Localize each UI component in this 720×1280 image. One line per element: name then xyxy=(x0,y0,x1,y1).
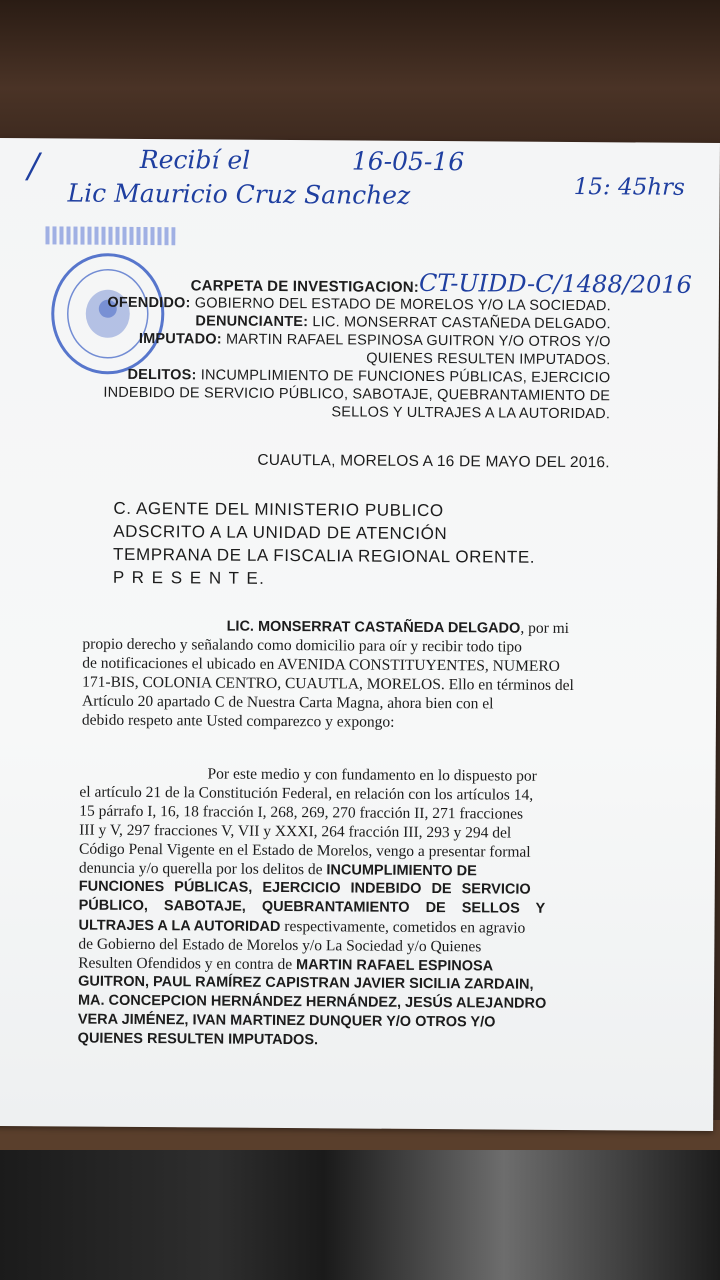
p2-line-4: III y V, 297 fracciones V, VII y XXXI, 264 fracción III, 293 y 294 del xyxy=(79,821,512,842)
p2-line-1: Por este medio y con fundamento en lo dispuesto por xyxy=(207,765,537,785)
denunciante-line: DENUNCIANTE: LIC. MONSERRAT CASTAÑEDA DELGADO. xyxy=(195,313,611,333)
official-seal-icon xyxy=(48,250,167,377)
p2-line-13: MA. CONCEPCION HERNÁNDEZ HERNÁNDEZ, JESÚS ALEJANDRO xyxy=(77,992,547,1012)
handwritten-folio: CT-UIDD-C/1488/2016 xyxy=(418,268,692,299)
p2-line-6: denuncia y/o querella por los delitos de INCUMPLIMIENTO DE xyxy=(78,859,477,880)
p2-line-7: FUNCIONES PÚBLICAS, EJERCICIO INDEBIDO DE SERVICIO xyxy=(78,878,531,898)
handwritten-name: Lic Mauricio Cruz Sanchez xyxy=(67,178,411,210)
delitos-line-3: SELLOS Y ULTRAJES A LA AUTORIDAD. xyxy=(331,404,611,423)
p1-line-3: de notificaciones el ubicado en AVENIDA CONSTITUYENTES, NUMERO xyxy=(82,654,560,675)
ofendido-line: OFENDIDO: GOBIERNO DEL ESTADO DE MORELOS Y/O LA SOCIEDAD. xyxy=(107,294,611,315)
document-page xyxy=(0,138,720,1131)
p2-line-11: Resulten Ofendidos y en contra de MARTIN RAFAEL ESPINOSA xyxy=(78,954,494,975)
handwritten-received: Recibí el xyxy=(139,144,251,175)
addressee-line-2: ADSCRITO A LA UNIDAD DE ATENCIÓN xyxy=(113,521,448,544)
p2-line-10: de Gobierno del Estado de Morelos y/o La Sociedad y/o Quienes xyxy=(78,935,482,956)
p2-line-12: GUITRON, PAUL RAMÍREZ CAPISTRAN JAVIER SICILIA ZARDAIN, xyxy=(78,973,534,993)
table-surface-top xyxy=(0,0,720,160)
handwritten-slash: / xyxy=(27,146,40,187)
delitos-line: DELITOS: INCUMPLIMIENTO DE FUNCIONES PÚBLICAS, EJERCICIO xyxy=(127,366,611,387)
carpeta-label: CARPETA DE INVESTIGACION: xyxy=(190,277,420,296)
p2-line-3: 15 párrafo I, 16, 18 fracción I, 268, 269, 270 fracción II, 271 fracciones xyxy=(79,802,524,823)
floor-background xyxy=(0,1150,720,1280)
imputado-line-2: QUIENES RESULTEN IMPUTADOS. xyxy=(366,350,611,369)
place-date: CUAUTLA, MORELOS A 16 DE MAYO DEL 2016. xyxy=(257,451,610,472)
p2-line-8: PÚBLICO, SABOTAJE, QUEBRANTAMIENTO DE SELLOS Y xyxy=(78,897,546,917)
handwritten-time: 15: 45hrs xyxy=(573,174,685,201)
p2-line-9: ULTRAJES A LA AUTORIDAD respectivamente, cometidos en agravio xyxy=(78,917,526,937)
imputado-line: IMPUTADO: MARTIN RAFAEL ESPINOSA GUITRON Y/O OTROS Y/O xyxy=(138,330,611,351)
p1-line-4: 171-BIS, COLONIA CENTRO, CUAUTLA, MORELOS. Ello en términos del xyxy=(82,673,574,695)
delitos-line-2: INDEBIDO DE SERVICIO PÚBLICO, SABOTAJE, QUEBRANTAMIENTO DE xyxy=(103,384,611,405)
addressee-line-1: C. AGENTE DEL MINISTERIO PUBLICO xyxy=(113,498,444,521)
p1-line-5: Artículo 20 apartado C de Nuestra Carta Magna, ahora bien con el xyxy=(82,692,494,713)
p1-line-2: propio derecho y señalando como domicilio para oír y recibir todo tipo xyxy=(82,635,523,656)
p1-line-6: debido respeto ante Usted comparezco y expongo: xyxy=(81,711,395,731)
handwritten-date: 16-05-16 xyxy=(351,146,465,177)
seal-stamp-text-mark xyxy=(45,226,175,245)
p2-line-14: VERA JIMÉNEZ, IVAN MARTINEZ DUNQUER Y/O OTROS Y/O xyxy=(77,1011,496,1031)
p2-line-5: Código Penal Vigente en el Estado de Morelos, vengo a presentar formal xyxy=(78,840,531,861)
addressee-line-4: P R E S E N T E. xyxy=(112,567,266,588)
addressee-line-3: TEMPRANA DE LA FISCALIA REGIONAL ORENTE. xyxy=(113,544,536,567)
p2-line-2: el artículo 21 de la Constitución Federal, en relación con los artículos 14, xyxy=(79,783,534,804)
p1-line-1: LIC. MONSERRAT CASTAÑEDA DELGADO, por mi xyxy=(226,618,570,637)
p2-line-15: QUIENES RESULTEN IMPUTADOS. xyxy=(77,1030,319,1049)
